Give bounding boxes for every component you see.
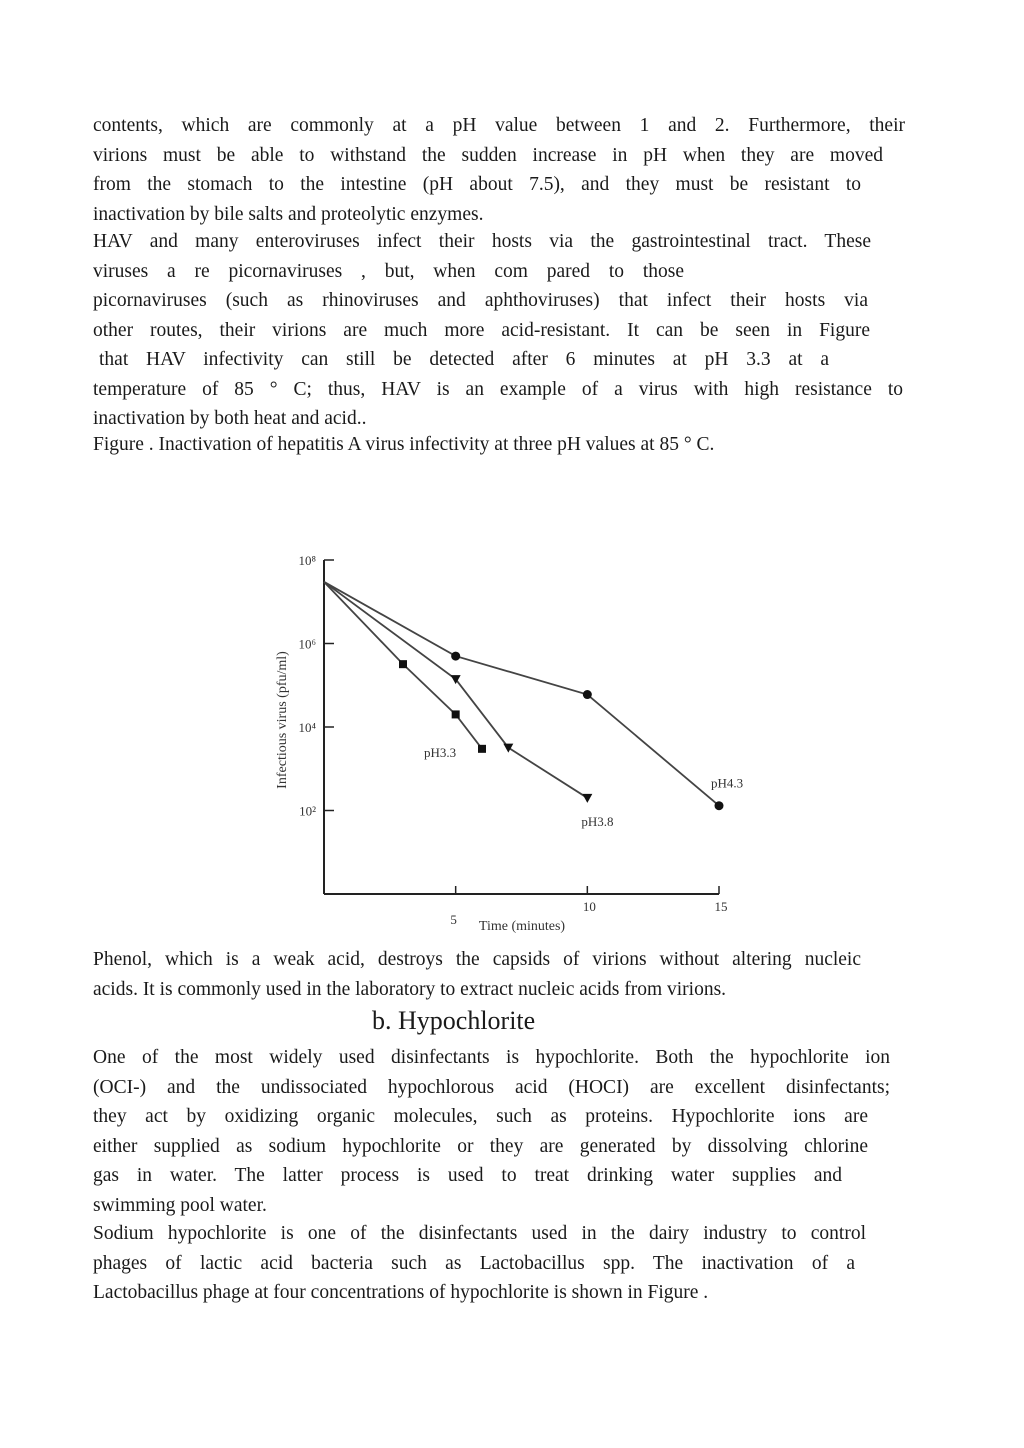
series-line-pH4-3 — [324, 582, 719, 806]
y-tick-label: 10⁶ — [298, 636, 316, 652]
text-line: phages of lactic acid bacteria such as Lactobacillus spp. The inactivation of a — [93, 1252, 855, 1274]
text-line: that HAV infectivity can still be detected after 6 minutes at pH 3.3 at a — [99, 349, 829, 370]
data-point-circle — [451, 652, 460, 661]
text-line: they act by oxidizing organic molecules, such as proteins. Hypochlorite ions are — [93, 1106, 868, 1127]
paragraph-hav-enteroviruses — [93, 227, 905, 434]
series-label: pH3.3 — [424, 744, 457, 760]
series-label: pH4.3 — [711, 775, 744, 791]
data-point-square — [478, 745, 486, 753]
paragraph-phenol — [93, 945, 905, 1004]
text-line: contents, which are commonly at a pH value between 1 and 2. Furthermore, their — [93, 115, 905, 136]
data-point-square — [399, 660, 407, 668]
figure-caption: Figure . Inactivation of hepatitis A virus infectivity at three pH values at 85 ° C. — [93, 434, 715, 455]
data-point-circle — [583, 690, 592, 699]
text-line: other routes, their virions are much more acid-resistant. It can be seen in Figure — [93, 319, 870, 341]
text-line: inactivation by both heat and acid.. — [93, 408, 367, 429]
data-point-triangle — [582, 794, 592, 803]
x-tick-label: 15 — [714, 899, 728, 914]
text-line: either supplied as sodium hypochlorite or they are generated by dissolving chlorine — [93, 1135, 868, 1157]
x-tick-label: 5 — [450, 912, 457, 927]
paragraph-stomach-acid — [93, 111, 905, 229]
text-line: temperature of 85 ° C; thus, HAV is an example of a virus with high resistance to — [93, 378, 903, 400]
x-tick-label: 10 — [582, 899, 596, 914]
y-tick-label: 10⁴ — [298, 720, 316, 735]
text-line: from the stomach to the intestine (pH about 7.5), and they must be resistant to — [93, 174, 861, 195]
text-line: picornaviruses (such as rhinoviruses and aphthoviruses) that infect their hosts via — [93, 290, 868, 311]
hav-inactivation-chart — [262, 540, 762, 940]
text-line: acids. It is commonly used in the laboratory to extract nucleic acids from virions. — [93, 978, 727, 1000]
data-point-circle — [715, 801, 724, 810]
series-label: pH3.8 — [581, 813, 614, 829]
chart-plot-area — [324, 582, 743, 829]
text-line: One of the most widely used disinfectants is hypochlorite. Both the hypochlorite ion — [93, 1047, 890, 1068]
series-line-pH3-8 — [324, 582, 587, 798]
data-point-triangle — [503, 744, 513, 753]
section-heading: b. Hypochlorite — [372, 1006, 536, 1035]
text-line: (OCI-) and the undissociated hypochlorous acid (HOCI) are excellent disinfectants; — [93, 1076, 890, 1098]
text-line: virions must be able to withstand the sudden increase in pH when they are moved — [93, 144, 883, 166]
y-tick-label: 10⁸ — [298, 553, 316, 568]
text-line: viruses a re picornaviruses , but, when com pared to those — [93, 260, 684, 282]
text-line: swimming pool water. — [93, 1194, 267, 1216]
text-line: gas in water. The latter process is used to treat drinking water supplies and — [93, 1165, 842, 1186]
text-line: Phenol, which is a weak acid, destroys the capsids of virions without altering nucleic — [93, 949, 861, 970]
y-tick-label: 10² — [299, 803, 316, 819]
text-line: Sodium hypochlorite is one of the disinfectants used in the dairy industry to control — [93, 1223, 866, 1244]
text-line: Lactobacillus phage at four concentrations of hypochlorite is shown in Figure . — [93, 1282, 709, 1303]
x-axis-label: Time (minutes) — [478, 919, 566, 934]
text-line: HAV and many enteroviruses infect their hosts via the gastrointestinal tract. These — [93, 231, 871, 252]
text-line: inactivation by bile salts and proteolytic enzymes. — [93, 203, 484, 225]
chart-axes — [298, 553, 727, 927]
paragraph-hypochlorite — [93, 1043, 905, 1220]
y-axis-label: Infectious virus (pfu/ml) — [275, 651, 290, 789]
data-point-square — [452, 710, 460, 718]
paragraph-sodium-hypochlorite — [93, 1219, 905, 1308]
